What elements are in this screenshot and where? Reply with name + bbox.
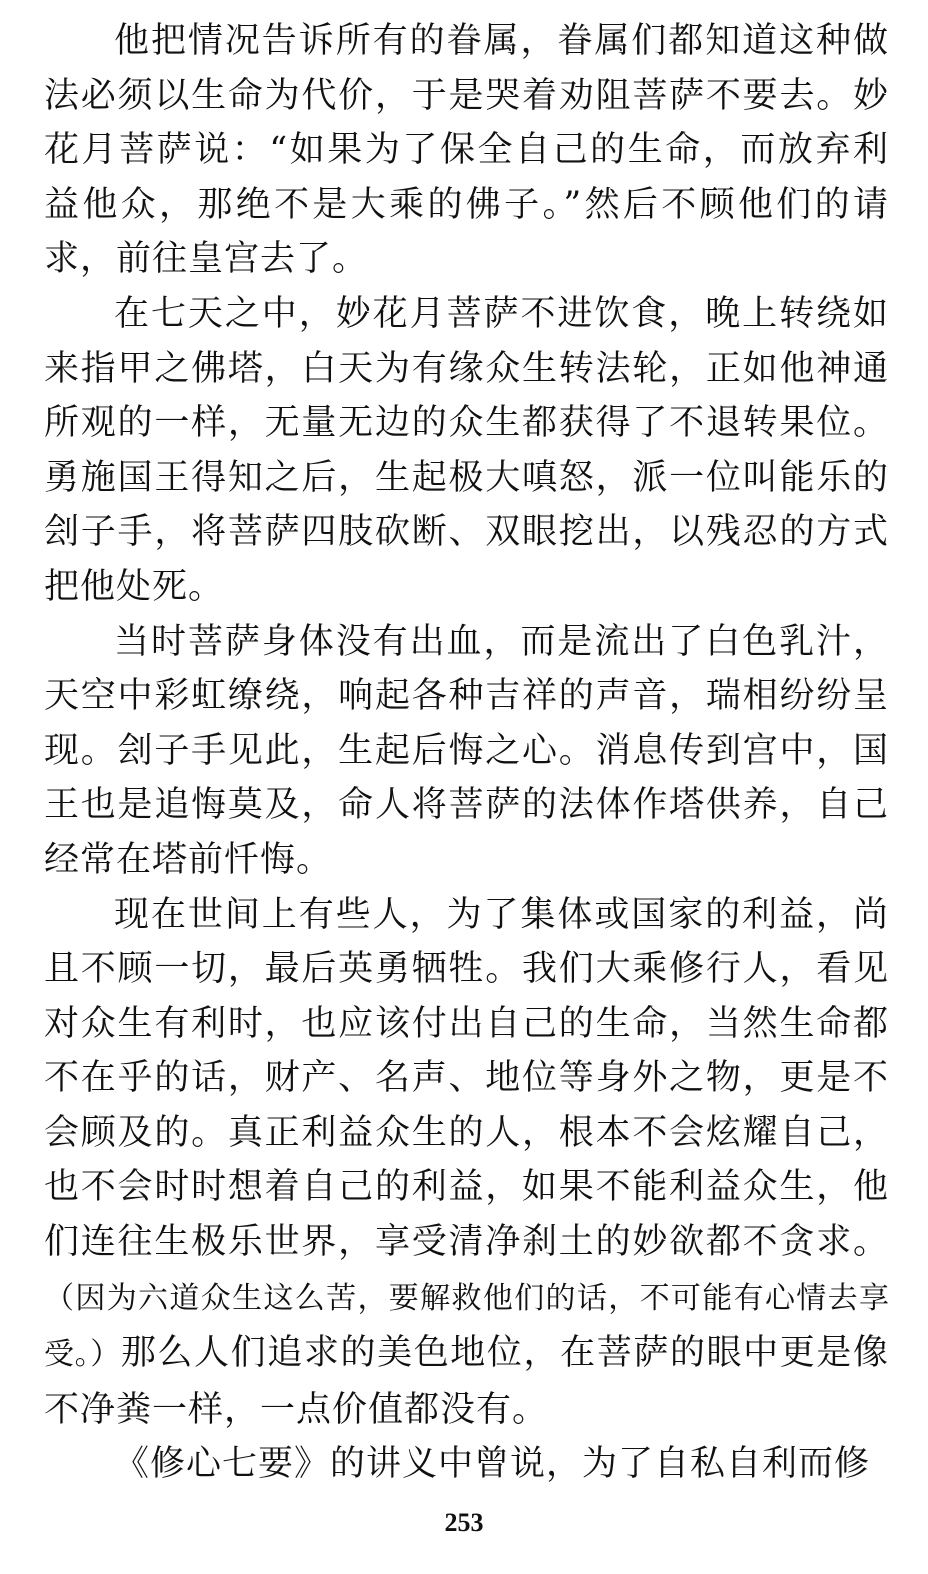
paragraph-4-tail: 那么人们追求的美色地位，在菩萨的眼中更是像不净粪一样，一点价值都没有。	[44, 1333, 889, 1430]
paragraph-3: 当时菩萨身体没有出血，而是流出了白色乳汁，天空中彩虹缭绕，响起各种吉祥的声音，瑞相纷纷呈现。刽子手见此，生起后悔之心。消息传到宫中，国王也是追悔莫及，命人将菩萨的法体作塔供养，自己经常在塔前忏悔。	[44, 621, 889, 880]
paragraph-4	[44, 888, 889, 1438]
paragraph-2: 在七天之中，妙花月菩萨不进饮食，晚上转绕如来指甲之佛塔，白天为有缘众生转法轮，正如他神通所观的一样，无量无边的众生都获得了不退转果位。勇施国王得知之后，生起极大嗔怒，派一位叫能乐的刽子手，将菩萨四肢砍断、双眼挖出，以残忍的方式把他处死。	[44, 293, 889, 607]
paragraph-5: 《修心七要》的讲义中曾说，为了自私自利而修	[114, 1444, 871, 1485]
paragraph-4-main: 现在世间上有些人，为了集体或国家的利益，尚且不顾一切，最后英勇牺牲。我们大乘修行人，看见对众生有利时，也应该付出自己的生命，当然生命都不在乎的话，财产、名声、地位等身外之物，更是不会顾及的。真正利益众生的人，根本不会炫耀自己，也不会时时想着自己的利益，如果不能利益众生，他们连往生极乐世界，享受清净刹土的妙欲都不贪求。	[44, 894, 889, 1263]
paragraph-4-note: （因为六道众生这么苦，要解救他们的话，不可能有心情去享受。）	[44, 1280, 889, 1373]
body-text	[44, 14, 889, 1492]
page-number: 253	[444, 1508, 484, 1537]
paragraph-1: 他把情况告诉所有的眷属，眷属们都知道这种做法必须以生命为代价，于是哭着劝阻菩萨不要去。妙花月菩萨说：“如果为了保全自己的生命，而放弃利益他众，那绝不是大乘的佛子。”然后不顾他们的请求，前往皇宫去了。	[44, 21, 889, 280]
